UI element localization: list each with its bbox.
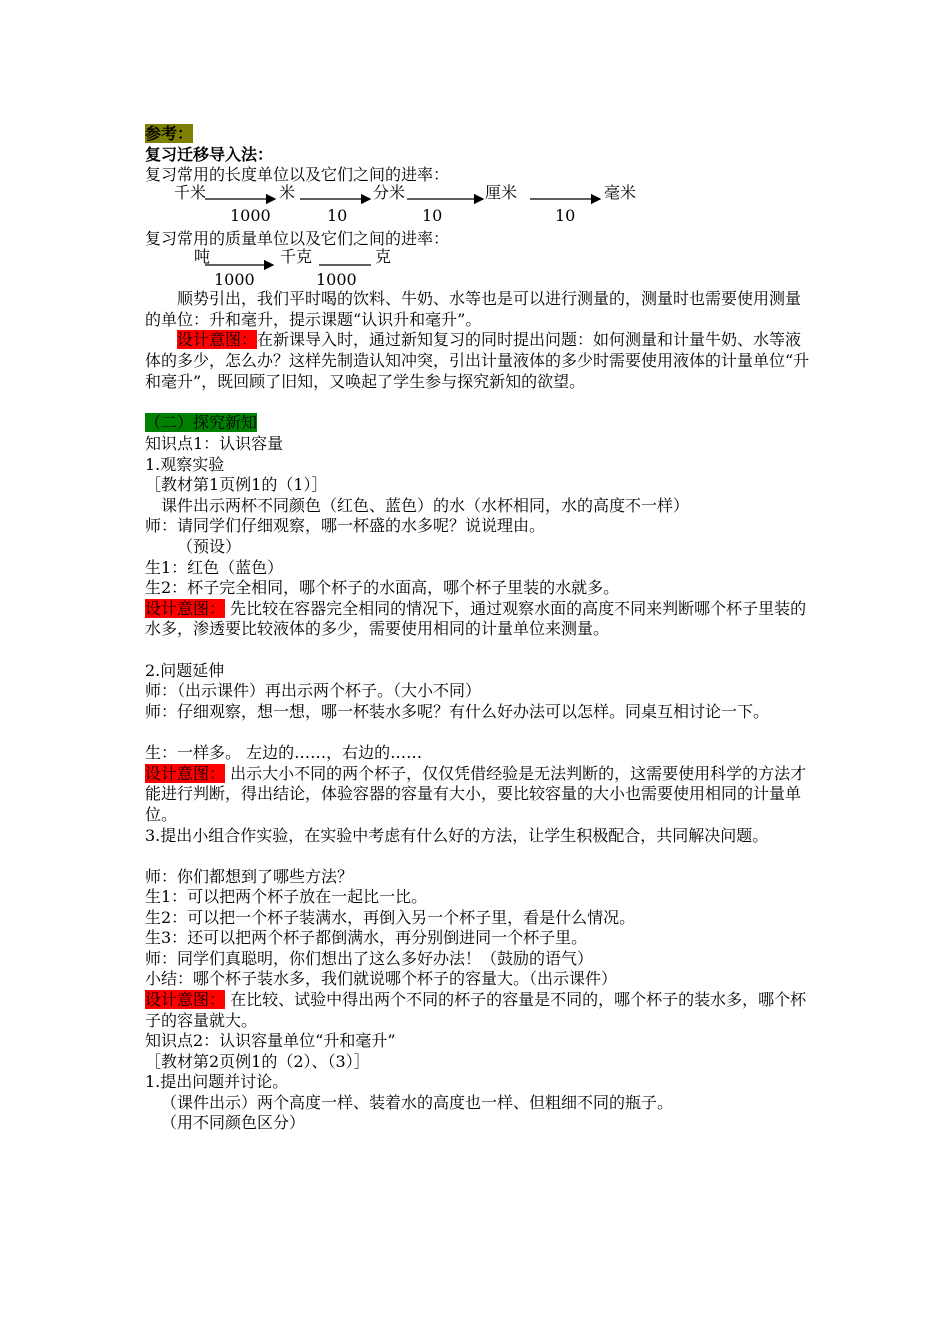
rate-dm-cm: 10: [422, 205, 443, 225]
design-text: 在比较、试验中得出两个不同的杯子的容量是不同的，哪个杯子的装水多，哪个杯子的容量就大。: [145, 990, 807, 1030]
student-line: 生1：可以把两个杯子放在一起比一比。: [145, 887, 428, 907]
preset-label: （预设）: [177, 536, 242, 556]
unit-ton: 吨: [194, 247, 211, 267]
unit-m: 米: [279, 182, 296, 202]
design-label: 设计意图：: [177, 330, 258, 350]
unit-dm: 分米: [373, 182, 406, 202]
paragraph: （课件出示）两个高度一样、装着水的高度也一样、但粗细不同的瓶子。: [161, 1092, 674, 1112]
method-title: 复习迁移导入法：: [145, 144, 274, 164]
step-heading: 1.提出问题并讨论。: [145, 1072, 289, 1092]
paragraph: 课件出示两杯不同颜色（红色、蓝色）的水（水杯相同，水的高度不一样）: [161, 495, 690, 515]
document-page: [145, 124, 810, 1134]
rate-m-dm: 10: [327, 205, 348, 225]
unit-g: 克: [375, 247, 392, 267]
knowledge-point-1: 知识点1：认识容量: [145, 433, 284, 453]
design-intent-3: [145, 764, 810, 826]
student-line: 生：一样多。 左边的……，右边的……: [145, 742, 423, 762]
design-intent-4: [145, 990, 810, 1031]
design-intent-2: [145, 599, 810, 661]
teacher-line: 师：（出示课件）再出示两个杯子。（大小不同）: [145, 681, 482, 701]
length-review-text: 复习常用的长度单位以及它们之间的进率：: [145, 165, 450, 185]
unit-km: 千米: [174, 182, 207, 202]
intro-paragraph: 顺势引出，我们平时喝的饮料、牛奶、水等也是可以进行测量的，测量时也需要使用测量的单位：升和毫升，提示课题“认识升和毫升”。: [145, 289, 802, 329]
step-heading: 2.问题延伸: [145, 660, 225, 680]
student-line: 生2：可以把一个杯子装满水，再倒入另一个杯子里，看是什么情况。: [145, 907, 636, 927]
paragraph: （用不同颜色区分）: [161, 1113, 306, 1133]
textbook-ref: ［教材第1页例1的（1）］: [145, 475, 328, 495]
design-intent-1: [145, 330, 810, 413]
textbook-ref: ［教材第2页例1的（2）、（3）］: [145, 1051, 370, 1071]
design-label: 设计意图：: [145, 990, 226, 1010]
teacher-line: 师：仔细观察，想一想，哪一杯装水多呢？有什么好办法可以怎样。同桌互相讨论一下。: [145, 701, 770, 721]
unit-mm: 毫米: [604, 182, 637, 202]
length-unit-diagram: [145, 182, 810, 229]
teacher-line: 师：同学们真聪明，你们想出了这么多好办法！（鼓励的语气）: [145, 948, 594, 968]
section-heading: （二）探究新知: [145, 413, 258, 433]
rate-ton-kg: 1000: [214, 270, 255, 290]
mass-review-text: 复习常用的质量单位以及它们之间的进率：: [145, 228, 450, 248]
unit-kg: 千克: [280, 247, 313, 267]
rate-km-m: 1000: [230, 205, 271, 225]
design-text: 先比较在容器完全相同的情况下，通过观察水面的高度不同来判断哪个杯子里装的水多，渗透要比较液体的多少，需要使用相同的计量单位来测量。: [145, 598, 807, 639]
student-line: 生1：红色（蓝色）: [145, 557, 284, 577]
summary-line: 小结：哪个杯子装水多，我们就说哪个杯子的容量大。（出示课件）: [145, 969, 618, 989]
mass-unit-diagram: [145, 249, 810, 291]
step-heading: 1.观察实验: [145, 454, 225, 474]
rate-cm-mm: 10: [555, 205, 576, 225]
student-line: 生2：杯子完全相同，哪个杯子的水面高，哪个杯子里装的水就多。: [145, 578, 620, 598]
design-label: 设计意图：: [145, 763, 226, 783]
student-line: 生3：还可以把两个杯子都倒满水，再分别倒进同一个杯子里。: [145, 928, 588, 948]
knowledge-point-2: 知识点2：认识容量单位“升和毫升”: [145, 1031, 396, 1051]
reference-label: 参考：: [145, 124, 194, 143]
rate-kg-g: 1000: [316, 270, 357, 290]
teacher-line: 师：你们都想到了哪些方法？: [145, 866, 354, 886]
teacher-line: 师：请同学们仔细观察，哪一杯盛的水多呢？说说理由。: [145, 516, 546, 536]
design-text: 出示大小不同的两个杯子，仅仅凭借经验是无法判断的，这需要使用科学的方法才能进行判断，得出结论，体验容器的容量有大小，要比较容量的大小也需要使用相同的计量单位。: [145, 763, 807, 824]
design-text: 在新课导入时，通过新知复习的同时提出问题：如何测量和计量牛奶、水等液体的多少，怎么办？这样先制造认知冲突，引出计量液体的多少时需要使用液体的计量单位“升和毫升”，既回顾了旧知，又唤起了学生参与探究新知的欲望。: [145, 330, 810, 391]
step-heading: 3.提出小组合作实验，在实验中考虑有什么好的方法，让学生积极配合，共同解决问题。: [145, 825, 769, 845]
unit-cm: 厘米: [485, 182, 518, 202]
design-label: 设计意图：: [145, 598, 226, 618]
